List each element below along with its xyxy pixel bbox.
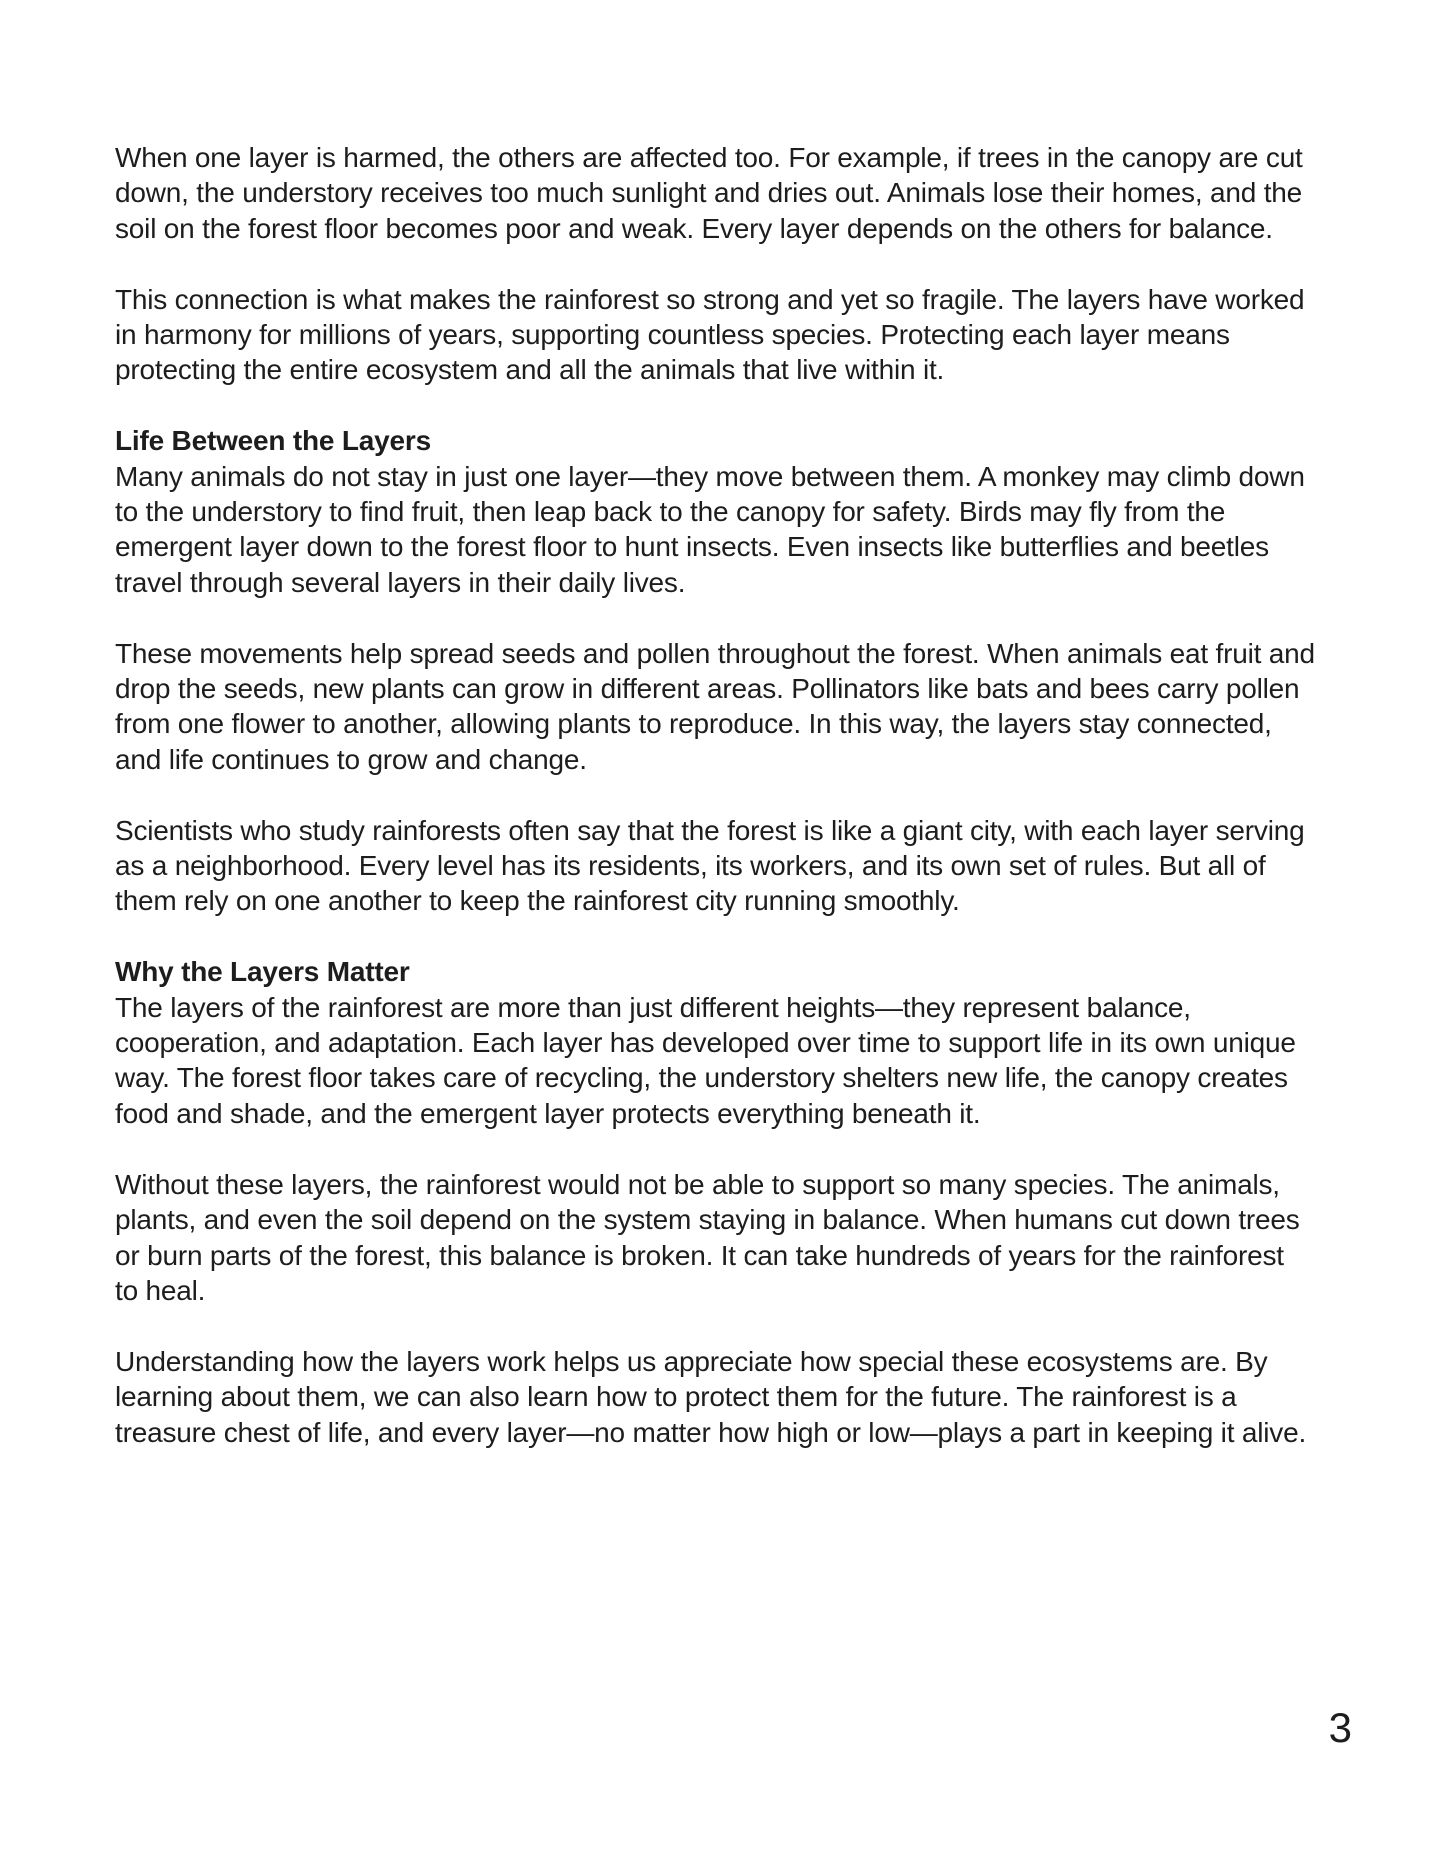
text-line: and life continues to grow and change. <box>115 743 587 775</box>
text-line: treasure chest of life, and every layer—no matter how high or low—plays a part in keeping it alive. <box>115 1416 1307 1448</box>
text-line: to the understory to find fruit, then leap back to the canopy for safety. Birds may fly from the <box>115 496 1226 528</box>
paragraph <box>115 140 1350 246</box>
text-line: cooperation, and adaptation. Each layer has developed over time to support life in its own unique <box>115 1027 1296 1059</box>
section-heading <box>115 954 1350 989</box>
section-heading <box>115 423 1350 458</box>
text-line: in harmony for millions of years, supporting countless species. Protecting each layer means <box>115 319 1230 351</box>
text-line: food and shade, and the emergent layer protects everything beneath it. <box>115 1097 981 1129</box>
text-line: learning about them, we can also learn how to protect them for the future. The rainforest is a <box>115 1381 1237 1413</box>
text-line: drop the seeds, new plants can grow in different areas. Pollinators like bats and bees carry pollen <box>115 673 1300 705</box>
paragraph <box>115 990 1350 1132</box>
text-line: them rely on one another to keep the rainforest city running smoothly. <box>115 885 960 917</box>
page-number: 3 <box>1328 1704 1352 1751</box>
text-line: Scientists who study rainforests often say that the forest is like a giant city, with each layer serving <box>115 814 1305 846</box>
paragraph <box>115 636 1350 778</box>
text-line: as a neighborhood. Every level has its residents, its workers, and its own set of rules. But all of <box>115 850 1266 882</box>
text-line: or burn parts of the forest, this balance is broken. It can take hundreds of years for the rainforest <box>115 1239 1284 1271</box>
text-line: This connection is what makes the rainforest so strong and yet so fragile. The layers have worked <box>115 283 1305 315</box>
text-line: Many animals do not stay in just one layer—they move between them. A monkey may climb down <box>115 460 1305 492</box>
text-line: travel through several layers in their daily lives. <box>115 566 686 598</box>
paragraph <box>115 459 1350 601</box>
text-line: Life Between the Layers <box>115 425 431 457</box>
paragraph <box>115 813 1350 919</box>
text-line: emergent layer down to the forest floor to hunt insects. Even insects like butterflies and beetles <box>115 531 1269 563</box>
text-line: plants, and even the soil depend on the system staying in balance. When humans cut down trees <box>115 1204 1300 1236</box>
document-body <box>115 140 1350 1485</box>
text-line: These movements help spread seeds and pollen throughout the forest. When animals eat fruit and <box>115 637 1315 669</box>
paragraph <box>115 282 1350 388</box>
text-line: from one flower to another, allowing plants to reproduce. In this way, the layers stay connected, <box>115 708 1272 740</box>
text-line: Understanding how the layers work helps us appreciate how special these ecosystems are. By <box>115 1345 1268 1377</box>
text-line: The layers of the rainforest are more than just different heights—they represent balance, <box>115 991 1191 1023</box>
text-line: Why the Layers Matter <box>115 956 410 988</box>
paragraph <box>115 1167 1350 1309</box>
text-line: soil on the forest floor becomes poor and weak. Every layer depends on the others for balance. <box>115 212 1273 244</box>
text-line: When one layer is harmed, the others are affected too. For example, if trees in the canopy are cut <box>115 142 1303 173</box>
text-line: protecting the entire ecosystem and all the animals that live within it. <box>115 354 945 386</box>
text-line: down, the understory receives too much sunlight and dries out. Animals lose their homes, and the <box>115 177 1303 209</box>
text-line: way. The forest floor takes care of recycling, the understory shelters new life, the canopy creates <box>115 1062 1288 1094</box>
text-line: Without these layers, the rainforest would not be able to support so many species. The animals, <box>115 1168 1280 1200</box>
text-line: to heal. <box>115 1274 206 1306</box>
paragraph <box>115 1344 1350 1450</box>
